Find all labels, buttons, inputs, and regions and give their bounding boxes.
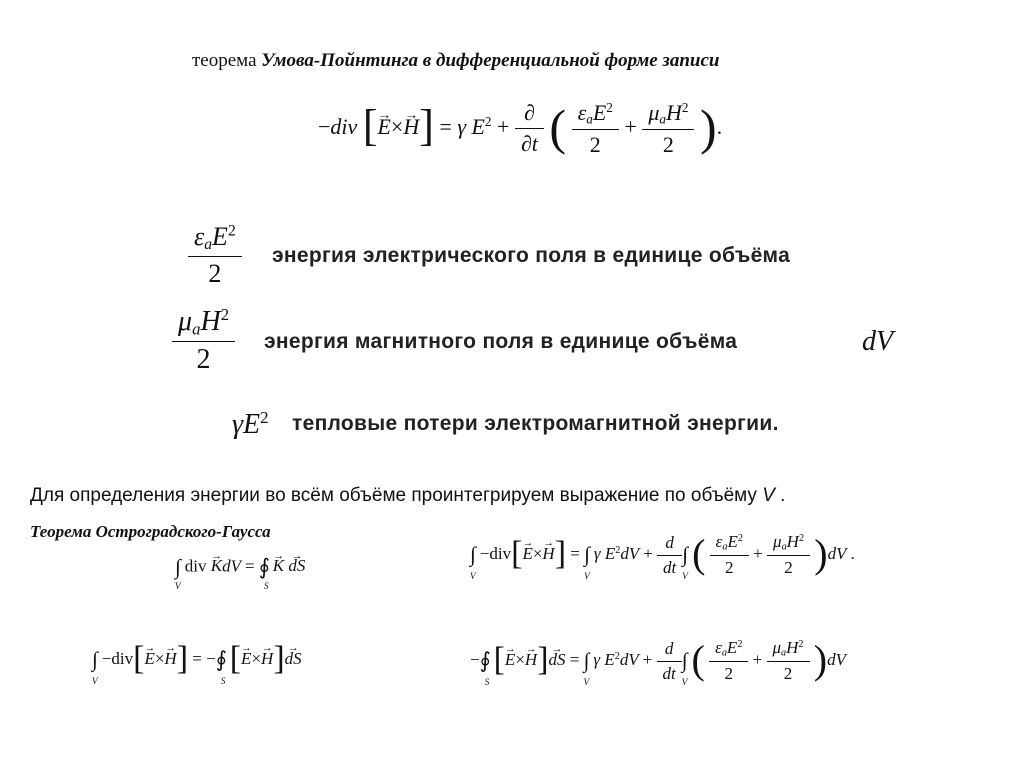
- bracket-right: ]: [419, 101, 434, 150]
- magnetic-energy-symbol: $\frac{\mu_aH^2}{2}$: [172, 305, 235, 376]
- vector-h: → H: [403, 114, 419, 140]
- volume-symbol: V: [762, 485, 775, 506]
- minus-div: −: [318, 114, 331, 139]
- gamma-e-squared: γ $E^2$: [457, 114, 492, 139]
- dv-symbol: dV: [862, 326, 894, 357]
- cross-symbol: ×: [390, 114, 404, 139]
- theorem-heading: [192, 50, 719, 72]
- heading-title: Умова-Пойнтинга в дифференциальной форме записи: [261, 50, 720, 71]
- div-operator: div: [330, 114, 358, 139]
- integration-note-text: Для определения энергии во всём объёме проинтегрируем выражение по объёму: [30, 485, 757, 506]
- paren-left: (: [549, 99, 567, 155]
- bracket-left: [: [362, 101, 378, 150]
- heat-loss-label: тепловые потери электромагнитной энергии.: [292, 412, 779, 435]
- plus-sign-2: +: [624, 114, 637, 139]
- paren-right: ): [699, 99, 717, 155]
- poynting-differential-formula: [318, 98, 722, 158]
- period: .: [716, 114, 723, 139]
- equals-sign: =: [439, 114, 452, 139]
- integral-formula-2: $\int_V -div[\to E\times\to H]$ = $-∮_S$ [→ E×→ H]→ dS: [92, 640, 302, 687]
- partial-dt-fraction: $\frac{\partial}{\partial t}$: [518, 100, 541, 157]
- electric-energy-fraction: $\frac{\varepsilon_aE^2}{2}$: [575, 100, 616, 158]
- electric-energy-label: энергия электрического поля в единице объёма: [272, 244, 791, 267]
- integration-note: Для определения энергии во всём объёме проинтегрируем выражение по объёму V .: [30, 485, 786, 506]
- vector-e: → E: [377, 114, 390, 140]
- integral-formula-3: $-∮_S$ [→ E×→ H]→ dS = $\int_V$ γ $E^2dV$ + $\frac{d}{dt}$ $\int_V$ ( $\frac{\varepsilon_aE^2}{2}$ + $\frac{\mu_aH^2}{2}$ )dV: [470, 636, 846, 688]
- magnetic-energy-label: энергия магнитного поля в единице объёма: [264, 330, 738, 353]
- gauss-theorem-formula: $\int_V$ div → KdV = $∮_S \to K$ → dS: [175, 555, 305, 592]
- electric-energy-symbol: $\frac{\varepsilon_aE^2}{2}$: [188, 222, 242, 289]
- heat-loss-symbol: $\gamma E^2$: [232, 408, 269, 441]
- plus-sign-1: +: [497, 114, 510, 139]
- gauss-theorem-title: Теорема Остроградского-Гаусса: [30, 522, 271, 541]
- heading-prefix: теорема: [192, 50, 257, 71]
- integral-formula-1: $\int_V -div[\to E\times\to H] = \int_V$ γ $E^2dV$ + $\frac{d}{dt}$ $\int_V$ ( $\frac{\varepsilon_aE^2}{2}$ + $\frac{\mu_aH^2}{2}$ )dV .: [470, 530, 855, 582]
- magnetic-energy-fraction: $\frac{\mu_aH^2}{2}$: [645, 100, 691, 158]
